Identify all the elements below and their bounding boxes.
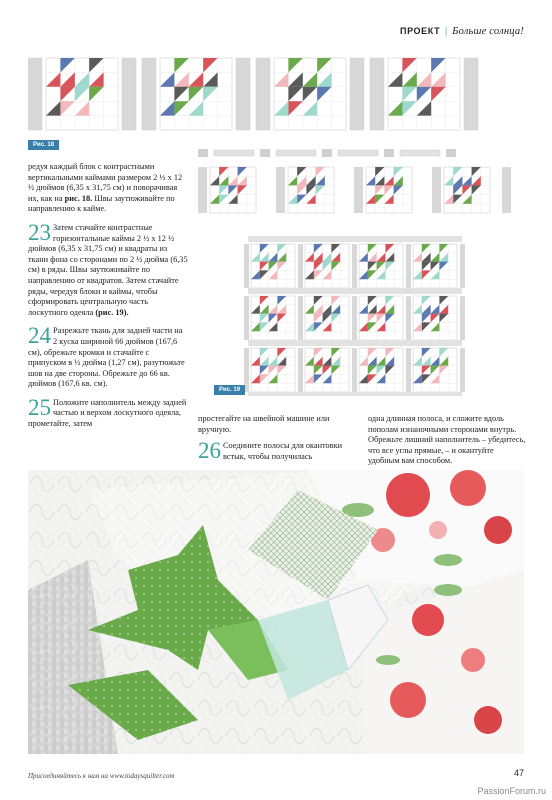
col3-text: одна длинная полоса, и сложите вдоль пополам изнаночными сторонами внутрь. Обрежьте лишний наполнитель – убедитесь, что все углы прямые, – и окантуйте удобным вам способом. xyxy=(368,414,526,466)
intro-paragraph xyxy=(28,162,188,215)
figure-18-label: Рис. 18 xyxy=(28,140,59,150)
figure-19-label: Рис. 19 xyxy=(214,385,245,395)
quilt-block xyxy=(251,296,295,340)
quilt-block xyxy=(366,167,412,213)
footer-website: Присоединяйтесь к нам на www.todaysquilter.com xyxy=(28,772,175,780)
text-column-3 xyxy=(368,414,526,467)
quilt-block xyxy=(305,296,349,340)
quilt-block xyxy=(251,348,295,392)
page-number: 47 xyxy=(513,768,524,778)
watermark: PassionForum.ru xyxy=(477,786,546,796)
figure-18 xyxy=(28,52,528,136)
intro-figure-ref: рис. 18. xyxy=(64,193,93,203)
step-26-text: Соедините полосы для окантовки встык, чтобы получилась xyxy=(223,441,343,461)
quilt-block xyxy=(46,58,118,130)
quilt-block xyxy=(388,58,460,130)
step-26 xyxy=(198,438,358,464)
header-separator: | xyxy=(445,26,448,37)
step-24-text: Разрежьте ткань для задней части на 2 куска шириной 66 дюймов (167,6 см), обрежьте кромки и стачайте с припуском в ½ дюйма (1,27 см), разутюжьте шов на две стороны. Обрежьте до 66 кв. дюймов (167,6 кв. см). xyxy=(28,326,185,389)
figure-19-grid xyxy=(244,236,466,396)
quilt-block xyxy=(305,244,349,288)
section-name: ПРОЕКТ xyxy=(400,26,441,36)
step-23-figure-ref: (рис. 19). xyxy=(95,307,129,317)
figure-19-strips xyxy=(198,145,514,217)
step-23 xyxy=(28,219,188,318)
intro-end-text: Швы заутюживайте по направлению к кайме. xyxy=(28,193,175,214)
step-25-text: Положите наполнитель между задней частью и верхом лоскутного одеяла, прометайте, затем xyxy=(28,397,187,429)
quilt-block xyxy=(251,244,295,288)
quilt-block xyxy=(305,348,349,392)
col2-continuation xyxy=(198,414,358,435)
step-25 xyxy=(28,394,188,430)
quilt-block xyxy=(288,167,334,213)
quilt-photo-illustration xyxy=(28,470,524,754)
step-26-number: 26 xyxy=(198,438,221,464)
article-title: Больше солнца! xyxy=(452,26,524,37)
quilt-block xyxy=(359,296,403,340)
col2-text: простегайте на швейной машине или вручную. xyxy=(198,414,330,434)
quilt-block xyxy=(413,244,457,288)
quilt-block xyxy=(359,348,403,392)
step-25-number: 25 xyxy=(28,394,51,420)
quilt-block xyxy=(444,167,490,213)
text-column-1 xyxy=(28,162,188,430)
quilt-block xyxy=(359,244,403,288)
quilt-block xyxy=(413,296,457,340)
intro-text: редуя каждый блок с контрастными вертикальными каймами размером 2 ½ х 12 ½ дюймов (6,35 х 31,75 см) и поворачивая их, как на xyxy=(28,162,183,203)
quilt-block xyxy=(413,348,457,392)
quilt-block xyxy=(210,167,256,213)
quilt-photo xyxy=(28,470,524,754)
step-24 xyxy=(28,323,188,390)
page-header xyxy=(400,26,524,37)
text-column-2 xyxy=(198,414,358,462)
quilt-block xyxy=(274,58,346,130)
step-23-number: 23 xyxy=(28,219,51,245)
col3-paragraph xyxy=(368,414,526,467)
step-24-number: 24 xyxy=(28,323,51,349)
step-23-text: Затем стачайте контрастные горизонтальные каймы 2 ½ х 12 ½ дюймов (6,35 х 31,75 см) и квадраты из ткани фона со сторонами по 2 ½ дюйма (6,35 см) в ряды. Швы заутюживайте по направлению от квадратов. Затем стачайте ряды, чередуя блоки и каймы, чтобы сформировать центральную часть лоскутного одеяла xyxy=(28,222,188,317)
quilt-block xyxy=(160,58,232,130)
